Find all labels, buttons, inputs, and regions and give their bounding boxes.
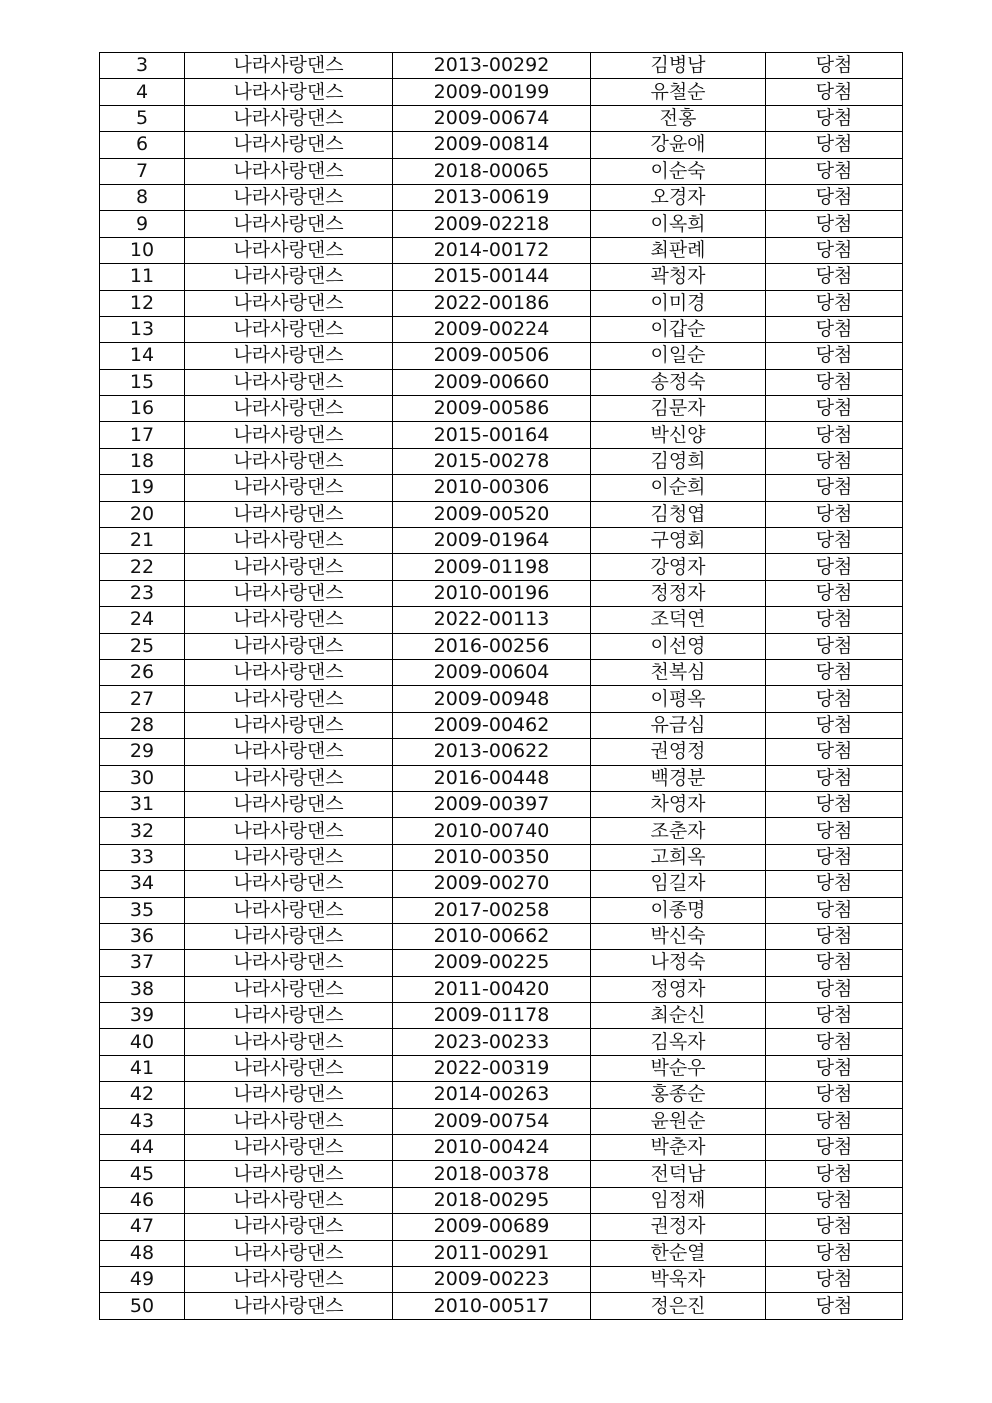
row-number-cell: 24 [100,607,185,633]
member-name-cell: 최판례 [591,237,766,263]
member-name-cell: 김문자 [591,396,766,422]
registration-number-cell: 2011-00291 [393,1240,591,1266]
result-cell: 당첨 [766,1293,903,1319]
registration-number-cell: 2009-00506 [393,343,591,369]
member-name-cell: 구영회 [591,528,766,554]
registration-number-cell: 2022-00186 [393,290,591,316]
team-name-cell: 나라사랑댄스 [185,1214,393,1240]
registration-number-cell: 2010-00306 [393,475,591,501]
row-number-cell: 40 [100,1029,185,1055]
registration-number-cell: 2009-00948 [393,686,591,712]
registration-number-cell: 2014-00263 [393,1082,591,1108]
team-name-cell: 나라사랑댄스 [185,686,393,712]
result-cell: 당첨 [766,976,903,1002]
result-cell: 당첨 [766,1161,903,1187]
table-row [100,1082,903,1108]
team-name-cell: 나라사랑댄스 [185,53,393,79]
registration-number-cell: 2018-00378 [393,1161,591,1187]
table-row [100,369,903,395]
result-cell: 당첨 [766,264,903,290]
result-cell: 당첨 [766,369,903,395]
table-row [100,1240,903,1266]
member-name-cell: 이일순 [591,343,766,369]
team-name-cell: 나라사랑댄스 [185,818,393,844]
member-name-cell: 한순열 [591,1240,766,1266]
result-cell: 당첨 [766,1240,903,1266]
member-name-cell: 홍종순 [591,1082,766,1108]
result-cell: 당첨 [766,791,903,817]
member-name-cell: 권영정 [591,739,766,765]
registration-number-cell: 2009-00660 [393,369,591,395]
registration-number-cell: 2009-00814 [393,132,591,158]
team-name-cell: 나라사랑댄스 [185,211,393,237]
member-name-cell: 권정자 [591,1214,766,1240]
member-name-cell: 조덕연 [591,607,766,633]
result-cell: 당첨 [766,1108,903,1134]
member-name-cell: 유금심 [591,712,766,738]
team-name-cell: 나라사랑댄스 [185,264,393,290]
registration-number-cell: 2009-00604 [393,659,591,685]
team-name-cell: 나라사랑댄스 [185,1055,393,1081]
table-row [100,79,903,105]
team-name-cell: 나라사랑댄스 [185,448,393,474]
registration-number-cell: 2009-00674 [393,105,591,131]
row-number-cell: 32 [100,818,185,844]
row-number-cell: 3 [100,53,185,79]
table-row [100,448,903,474]
table-row [100,396,903,422]
registration-number-cell: 2009-01178 [393,1003,591,1029]
registration-number-cell: 2014-00172 [393,237,591,263]
table-row [100,791,903,817]
team-name-cell: 나라사랑댄스 [185,184,393,210]
registration-number-cell: 2016-00448 [393,765,591,791]
team-name-cell: 나라사랑댄스 [185,765,393,791]
team-name-cell: 나라사랑댄스 [185,923,393,949]
result-cell: 당첨 [766,659,903,685]
row-number-cell: 43 [100,1108,185,1134]
registration-number-cell: 2023-00233 [393,1029,591,1055]
registration-number-cell: 2009-00270 [393,871,591,897]
result-cell: 당첨 [766,580,903,606]
table-row [100,1029,903,1055]
row-number-cell: 33 [100,844,185,870]
row-number-cell: 44 [100,1135,185,1161]
table-row [100,633,903,659]
table-row [100,264,903,290]
row-number-cell: 37 [100,950,185,976]
result-cell: 당첨 [766,844,903,870]
member-name-cell: 오경자 [591,184,766,210]
member-name-cell: 박춘자 [591,1135,766,1161]
table-row [100,475,903,501]
member-name-cell: 김병남 [591,53,766,79]
row-number-cell: 41 [100,1055,185,1081]
table-row [100,1293,903,1319]
registration-number-cell: 2009-00520 [393,501,591,527]
member-name-cell: 임길자 [591,871,766,897]
row-number-cell: 20 [100,501,185,527]
row-number-cell: 45 [100,1161,185,1187]
registration-number-cell: 2013-00622 [393,739,591,765]
row-number-cell: 8 [100,184,185,210]
registration-number-cell: 2009-00586 [393,396,591,422]
row-number-cell: 25 [100,633,185,659]
team-name-cell: 나라사랑댄스 [185,1266,393,1292]
document-page [99,52,902,1320]
table-row [100,343,903,369]
result-cell: 당첨 [766,686,903,712]
result-cell: 당첨 [766,79,903,105]
result-cell: 당첨 [766,528,903,554]
team-name-cell: 나라사랑댄스 [185,580,393,606]
result-cell: 당첨 [766,871,903,897]
registration-number-cell: 2010-00517 [393,1293,591,1319]
row-number-cell: 10 [100,237,185,263]
registration-number-cell: 2022-00113 [393,607,591,633]
result-cell: 당첨 [766,448,903,474]
result-cell: 당첨 [766,396,903,422]
member-name-cell: 이종명 [591,897,766,923]
result-cell: 당첨 [766,316,903,342]
row-number-cell: 12 [100,290,185,316]
member-name-cell: 이선영 [591,633,766,659]
registration-number-cell: 2009-00199 [393,79,591,105]
team-name-cell: 나라사랑댄스 [185,1082,393,1108]
member-name-cell: 박순우 [591,1055,766,1081]
table-row [100,844,903,870]
table-row [100,818,903,844]
table-row [100,871,903,897]
row-number-cell: 47 [100,1214,185,1240]
team-name-cell: 나라사랑댄스 [185,659,393,685]
registration-number-cell: 2009-00397 [393,791,591,817]
member-name-cell: 김옥자 [591,1029,766,1055]
team-name-cell: 나라사랑댄스 [185,791,393,817]
row-number-cell: 19 [100,475,185,501]
team-name-cell: 나라사랑댄스 [185,475,393,501]
table-row [100,580,903,606]
table-row [100,712,903,738]
team-name-cell: 나라사랑댄스 [185,739,393,765]
registration-number-cell: 2011-00420 [393,976,591,1002]
team-name-cell: 나라사랑댄스 [185,1293,393,1319]
table-row [100,53,903,79]
table-row [100,316,903,342]
registration-number-cell: 2015-00144 [393,264,591,290]
row-number-cell: 49 [100,1266,185,1292]
member-name-cell: 이갑순 [591,316,766,342]
table-row [100,765,903,791]
team-name-cell: 나라사랑댄스 [185,316,393,342]
table-row [100,1161,903,1187]
registration-number-cell: 2016-00256 [393,633,591,659]
registration-number-cell: 2013-00292 [393,53,591,79]
table-row [100,132,903,158]
team-name-cell: 나라사랑댄스 [185,554,393,580]
result-cell: 당첨 [766,184,903,210]
result-cell: 당첨 [766,1082,903,1108]
row-number-cell: 5 [100,105,185,131]
team-name-cell: 나라사랑댄스 [185,1108,393,1134]
registration-number-cell: 2009-00223 [393,1266,591,1292]
table-row [100,950,903,976]
member-name-cell: 이미경 [591,290,766,316]
result-cell: 당첨 [766,105,903,131]
result-cell: 당첨 [766,237,903,263]
row-number-cell: 31 [100,791,185,817]
result-cell: 당첨 [766,1266,903,1292]
member-name-cell: 최순신 [591,1003,766,1029]
member-name-cell: 유철순 [591,79,766,105]
member-name-cell: 박신숙 [591,923,766,949]
member-name-cell: 정영자 [591,976,766,1002]
row-number-cell: 7 [100,158,185,184]
member-name-cell: 이평옥 [591,686,766,712]
member-name-cell: 백경분 [591,765,766,791]
member-name-cell: 박욱자 [591,1266,766,1292]
member-name-cell: 고희옥 [591,844,766,870]
registration-number-cell: 2010-00662 [393,923,591,949]
result-cell: 당첨 [766,1055,903,1081]
member-name-cell: 윤원순 [591,1108,766,1134]
table-row [100,422,903,448]
row-number-cell: 35 [100,897,185,923]
team-name-cell: 나라사랑댄스 [185,1135,393,1161]
team-name-cell: 나라사랑댄스 [185,871,393,897]
member-name-cell: 나정숙 [591,950,766,976]
result-cell: 당첨 [766,950,903,976]
row-number-cell: 38 [100,976,185,1002]
row-number-cell: 46 [100,1187,185,1213]
member-name-cell: 이순숙 [591,158,766,184]
team-name-cell: 나라사랑댄스 [185,79,393,105]
result-cell: 당첨 [766,475,903,501]
row-number-cell: 14 [100,343,185,369]
table-row [100,501,903,527]
team-name-cell: 나라사랑댄스 [185,528,393,554]
table-row [100,528,903,554]
table-row [100,554,903,580]
registration-number-cell: 2009-00225 [393,950,591,976]
row-number-cell: 21 [100,528,185,554]
table-row [100,184,903,210]
table-row [100,1214,903,1240]
team-name-cell: 나라사랑댄스 [185,950,393,976]
result-cell: 당첨 [766,765,903,791]
registration-number-cell: 2022-00319 [393,1055,591,1081]
row-number-cell: 48 [100,1240,185,1266]
team-name-cell: 나라사랑댄스 [185,105,393,131]
team-name-cell: 나라사랑댄스 [185,158,393,184]
member-name-cell: 천복심 [591,659,766,685]
team-name-cell: 나라사랑댄스 [185,132,393,158]
result-cell: 당첨 [766,211,903,237]
result-cell: 당첨 [766,1187,903,1213]
table-row [100,211,903,237]
row-number-cell: 34 [100,871,185,897]
row-number-cell: 15 [100,369,185,395]
registration-number-cell: 2009-00754 [393,1108,591,1134]
row-number-cell: 4 [100,79,185,105]
result-cell: 당첨 [766,290,903,316]
table-row [100,1108,903,1134]
team-name-cell: 나라사랑댄스 [185,844,393,870]
team-name-cell: 나라사랑댄스 [185,396,393,422]
team-name-cell: 나라사랑댄스 [185,976,393,1002]
table-row [100,897,903,923]
registration-number-cell: 2015-00278 [393,448,591,474]
row-number-cell: 27 [100,686,185,712]
result-cell: 당첨 [766,897,903,923]
row-number-cell: 17 [100,422,185,448]
result-cell: 당첨 [766,712,903,738]
team-name-cell: 나라사랑댄스 [185,633,393,659]
result-cell: 당첨 [766,818,903,844]
registration-number-cell: 2017-00258 [393,897,591,923]
team-name-cell: 나라사랑댄스 [185,607,393,633]
registration-number-cell: 2018-00295 [393,1187,591,1213]
team-name-cell: 나라사랑댄스 [185,422,393,448]
member-name-cell: 차영자 [591,791,766,817]
result-cell: 당첨 [766,343,903,369]
table-row [100,105,903,131]
member-name-cell: 전홍 [591,105,766,131]
registration-number-cell: 2010-00424 [393,1135,591,1161]
row-number-cell: 28 [100,712,185,738]
result-cell: 당첨 [766,132,903,158]
result-cell: 당첨 [766,633,903,659]
table-row [100,1003,903,1029]
member-name-cell: 강영자 [591,554,766,580]
table-row [100,1266,903,1292]
team-name-cell: 나라사랑댄스 [185,369,393,395]
row-number-cell: 26 [100,659,185,685]
member-name-cell: 정은진 [591,1293,766,1319]
table-row [100,1135,903,1161]
team-name-cell: 나라사랑댄스 [185,897,393,923]
team-name-cell: 나라사랑댄스 [185,501,393,527]
row-number-cell: 9 [100,211,185,237]
table-row [100,158,903,184]
team-name-cell: 나라사랑댄스 [185,343,393,369]
row-number-cell: 13 [100,316,185,342]
member-name-cell: 송정숙 [591,369,766,395]
row-number-cell: 22 [100,554,185,580]
registration-number-cell: 2009-00462 [393,712,591,738]
row-number-cell: 42 [100,1082,185,1108]
row-number-cell: 18 [100,448,185,474]
team-name-cell: 나라사랑댄스 [185,237,393,263]
member-name-cell: 이순희 [591,475,766,501]
result-cell: 당첨 [766,739,903,765]
member-name-cell: 강윤애 [591,132,766,158]
result-cell: 당첨 [766,422,903,448]
row-number-cell: 50 [100,1293,185,1319]
registration-number-cell: 2009-00689 [393,1214,591,1240]
result-cell: 당첨 [766,501,903,527]
row-number-cell: 23 [100,580,185,606]
registration-number-cell: 2018-00065 [393,158,591,184]
registration-number-cell: 2009-01964 [393,528,591,554]
row-number-cell: 6 [100,132,185,158]
row-number-cell: 36 [100,923,185,949]
table-row [100,739,903,765]
member-name-cell: 김청엽 [591,501,766,527]
row-number-cell: 11 [100,264,185,290]
member-name-cell: 정정자 [591,580,766,606]
registration-number-cell: 2009-02218 [393,211,591,237]
result-cell: 당첨 [766,1214,903,1240]
table-row [100,923,903,949]
team-name-cell: 나라사랑댄스 [185,1187,393,1213]
result-cell: 당첨 [766,1003,903,1029]
member-name-cell: 박신양 [591,422,766,448]
table-row [100,607,903,633]
result-cell: 당첨 [766,53,903,79]
result-cell: 당첨 [766,607,903,633]
member-name-cell: 임정재 [591,1187,766,1213]
registration-number-cell: 2009-01198 [393,554,591,580]
row-number-cell: 39 [100,1003,185,1029]
member-name-cell: 조춘자 [591,818,766,844]
team-name-cell: 나라사랑댄스 [185,1003,393,1029]
table-row [100,237,903,263]
registration-number-cell: 2010-00350 [393,844,591,870]
row-number-cell: 16 [100,396,185,422]
member-name-cell: 전덕남 [591,1161,766,1187]
table-row [100,976,903,1002]
member-name-cell: 곽청자 [591,264,766,290]
result-cell: 당첨 [766,158,903,184]
row-number-cell: 29 [100,739,185,765]
result-cell: 당첨 [766,1029,903,1055]
result-cell: 당첨 [766,554,903,580]
team-name-cell: 나라사랑댄스 [185,1240,393,1266]
registration-number-cell: 2013-00619 [393,184,591,210]
table-row [100,290,903,316]
member-name-cell: 김영희 [591,448,766,474]
table-row [100,1055,903,1081]
row-number-cell: 30 [100,765,185,791]
lottery-result-table [99,52,903,1320]
registration-number-cell: 2009-00224 [393,316,591,342]
table-row [100,686,903,712]
registration-number-cell: 2010-00196 [393,580,591,606]
result-cell: 당첨 [766,1135,903,1161]
team-name-cell: 나라사랑댄스 [185,712,393,738]
registration-number-cell: 2015-00164 [393,422,591,448]
team-name-cell: 나라사랑댄스 [185,1161,393,1187]
team-name-cell: 나라사랑댄스 [185,290,393,316]
registration-number-cell: 2010-00740 [393,818,591,844]
member-name-cell: 이옥희 [591,211,766,237]
result-cell: 당첨 [766,923,903,949]
table-body [100,53,903,1320]
table-row [100,659,903,685]
table-row [100,1187,903,1213]
team-name-cell: 나라사랑댄스 [185,1029,393,1055]
